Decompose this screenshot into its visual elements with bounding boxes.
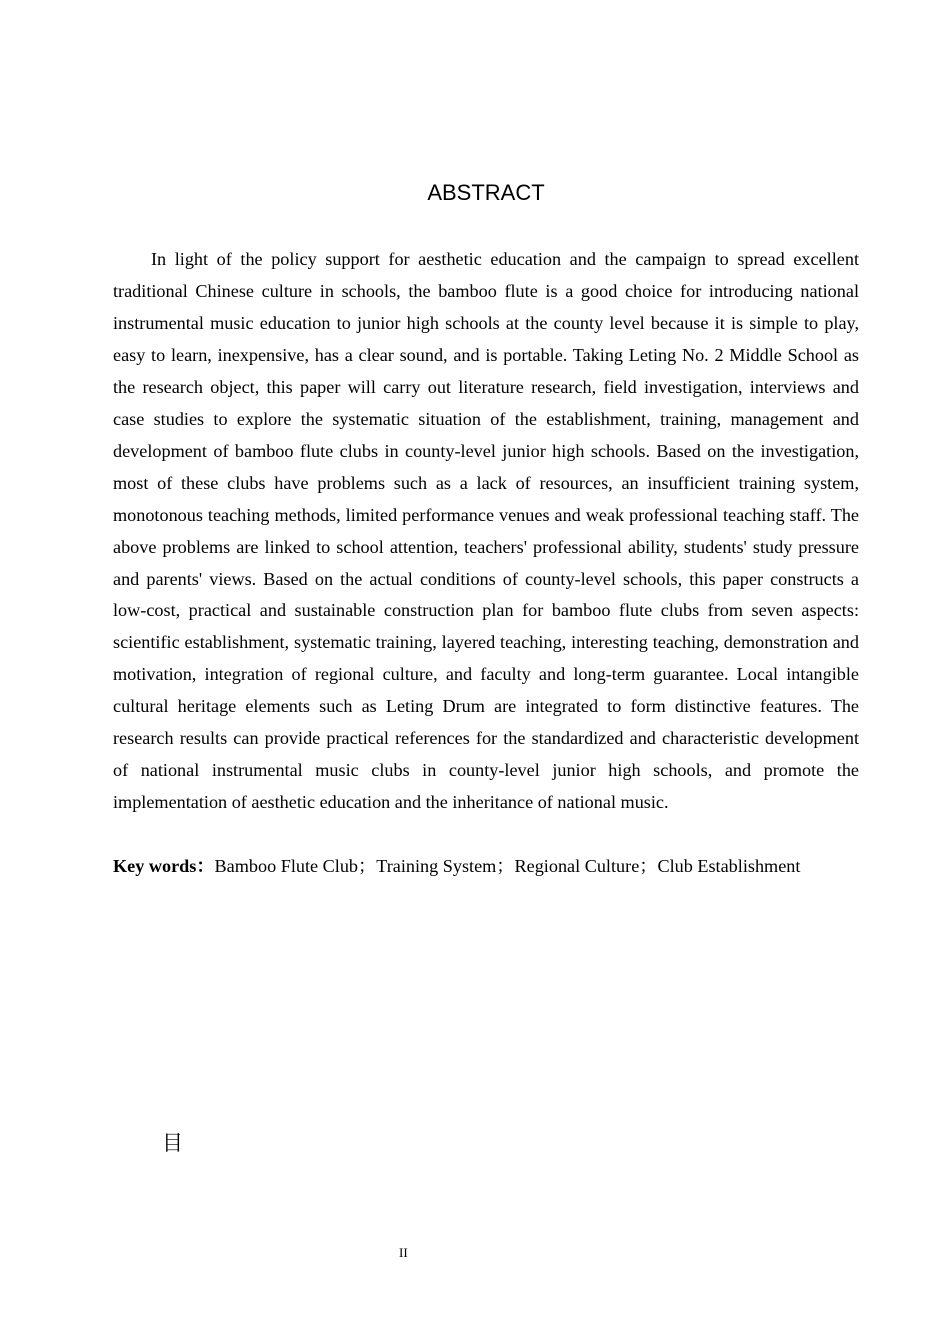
toc-heading-fragment: 目 [162, 1131, 183, 1155]
abstract-title: ABSTRACT [427, 180, 545, 205]
page-number: II [399, 1245, 408, 1260]
abstract-body: In light of the policy support for aesthetic education and the campaign to spread excellent traditional Chinese culture in schools, the bamboo flute is a good choice for introducing national instrumental music education to junior high schools at the county level because it is simple to play, easy to learn, inexpensive, has a clear sound, and is portable. Taking Leting No. 2 Middle School as the research object, this paper will carry out literature research, field investigation, interviews and case studies to explore the systematic situation of the establishment, training, management and development of bamboo flute clubs in county-level junior high schools. Based on the investigation, most of these clubs have problems such as a lack of resources, an insufficient training system, monotonous teaching methods, limited performance venues and weak professional teaching staff. The above problems are linked to school attention, teachers' professional ability, students' study pressure and parents' views. Based on the actual conditions of county-level schools, this paper constructs a low-cost, practical and sustainable construction plan for bamboo flute clubs from seven aspects: scientific establishment, systematic training, layered teaching, interesting teaching, demonstration and motivation, integration of regional culture, and faculty and long-term guarantee. Local intangible cultural heritage elements such as Leting Drum are integrated to form distinctive features. The research results can provide practical references for the standardized and characteristic development of national instrumental music clubs in county-level junior high schools, and promote the implementation of aesthetic education and the inheritance of national music. [113, 249, 859, 813]
keywords-label: Key words： [113, 856, 215, 876]
keywords-values: Bamboo Flute Club；Training System；Regional Culture；Club Establishment [214, 856, 801, 876]
keywords-line [113, 851, 913, 882]
